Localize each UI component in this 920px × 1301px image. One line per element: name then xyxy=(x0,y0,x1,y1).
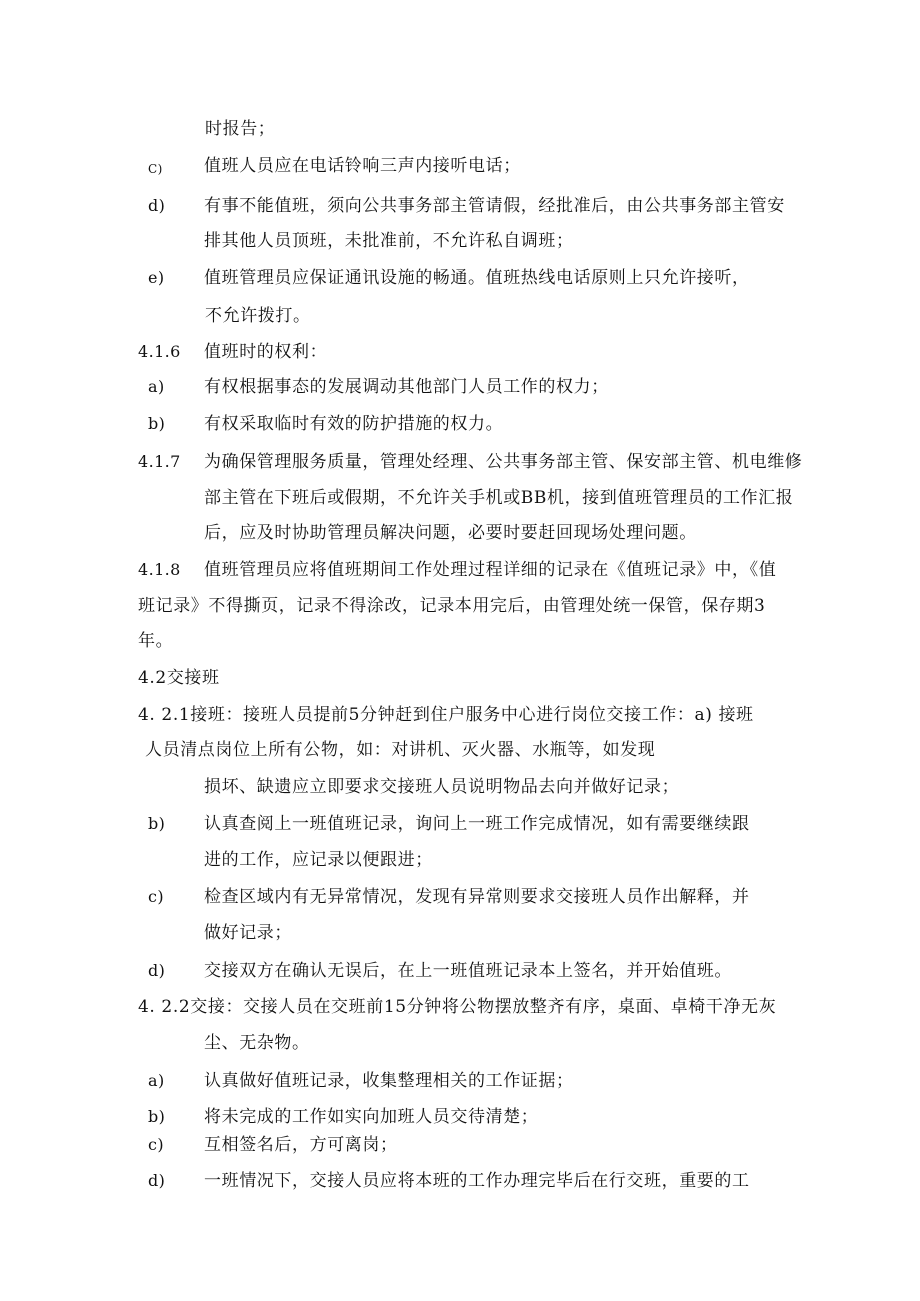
list-marker: a) xyxy=(148,1071,165,1090)
text-line: 4. 2.1接班：接班人员提前5分钟赶到住户服务中心进行岗位交接工作：a) 接班 xyxy=(138,705,754,725)
text-line: 认真查阅上一班值班记录，询问上一班工作完成情况，如有需要继续跟 xyxy=(204,814,750,834)
text-line: 进的工作，应记录以便跟进； xyxy=(204,850,433,870)
text-line: 将未完成的工作如实向加班人员交待清楚； xyxy=(204,1107,539,1127)
text-line: 人员清点岗位上所有公物，如：对讲机、灭火器、水瓶等，如发现 xyxy=(145,740,656,760)
text-line: 检查区域内有无异常情况，发现有异常则要求交接班人员作出解释，并 xyxy=(204,887,750,907)
section-number: 4.1.7 xyxy=(138,452,181,471)
text-line: 互相签名后，方可离岗； xyxy=(204,1135,398,1155)
text-line: 有权根据事态的发展调动其他部门人员工作的权力； xyxy=(204,377,609,397)
list-marker: a) xyxy=(148,377,165,396)
text-line: 4. 2.2交接：交接人员在交班前15分钟将公物摆放整齐有序，桌面、卓椅干净无灰 xyxy=(138,997,777,1017)
list-marker: b) xyxy=(148,814,166,833)
text-line: 后，应及时协助管理员解决问题，必要时要赶回现场处理问题。 xyxy=(204,523,697,543)
list-marker: d) xyxy=(148,196,166,215)
section-number: 4.1.6 xyxy=(138,342,181,361)
list-marker: b) xyxy=(148,414,166,433)
section-heading: 值班时的权利： xyxy=(204,342,328,362)
list-marker: d) xyxy=(148,1171,166,1190)
text-line: 为确保管理服务质量，管理处经理、公共事务部主管、保安部主管、机电维修 xyxy=(204,452,803,472)
text-line: 做好记录； xyxy=(204,923,292,943)
section-heading: 4.2交接班 xyxy=(138,668,220,688)
list-marker: c) xyxy=(148,887,165,906)
text-line: 值班人员应在电话铃响三声内接听电话； xyxy=(204,156,521,176)
section-number: 4.1.8 xyxy=(138,560,181,579)
text-line: 值班管理员应将值班期间工作处理过程详细的记录在《值班记录》中，《值 xyxy=(204,560,777,580)
text-line: 损坏、缺遗应立即要求交接班人员说明物品去向并做好记录； xyxy=(204,777,680,797)
list-marker: d) xyxy=(148,961,166,980)
list-marker: e) xyxy=(148,268,165,287)
list-marker: C) xyxy=(148,162,163,176)
text-line: 值班管理员应保证通讯设施的畅通。值班热线电话原则上只允许接听， xyxy=(204,268,750,288)
text-line: 尘、无杂物。 xyxy=(204,1033,310,1053)
text-line: 排其他人员顶班，未批准前，不允许私自调班； xyxy=(204,231,574,251)
text-line: 时报告； xyxy=(205,119,276,139)
text-line: 班记录》不得撕页，记录不得涂改，记录本用完后，由管理处统一保管，保存期3 xyxy=(138,596,766,616)
text-line: 有权采取临时有效的防护措施的权力。 xyxy=(204,414,504,434)
text-line: 不允许拨打。 xyxy=(205,306,311,326)
list-marker: c) xyxy=(148,1135,165,1154)
text-line: 有事不能值班，须向公共事务部主管请假，经批准后，由公共事务部主管安 xyxy=(204,196,785,216)
text-line: 年。 xyxy=(138,631,174,651)
text-line: 部主管在下班后或假期，不允许关手机或BB机，接到值班管理员的工作汇报 xyxy=(204,488,794,508)
list-marker: b) xyxy=(148,1107,166,1126)
text-line: 一班情况下，交接人员应将本班的工作办理完毕后在行交班，重要的工 xyxy=(204,1171,750,1191)
text-line: 交接双方在确认无误后，在上一班值班记录本上签名，并开始值班。 xyxy=(204,961,732,981)
text-line: 认真做好值班记录，收集整理相关的工作证据； xyxy=(204,1071,574,1091)
